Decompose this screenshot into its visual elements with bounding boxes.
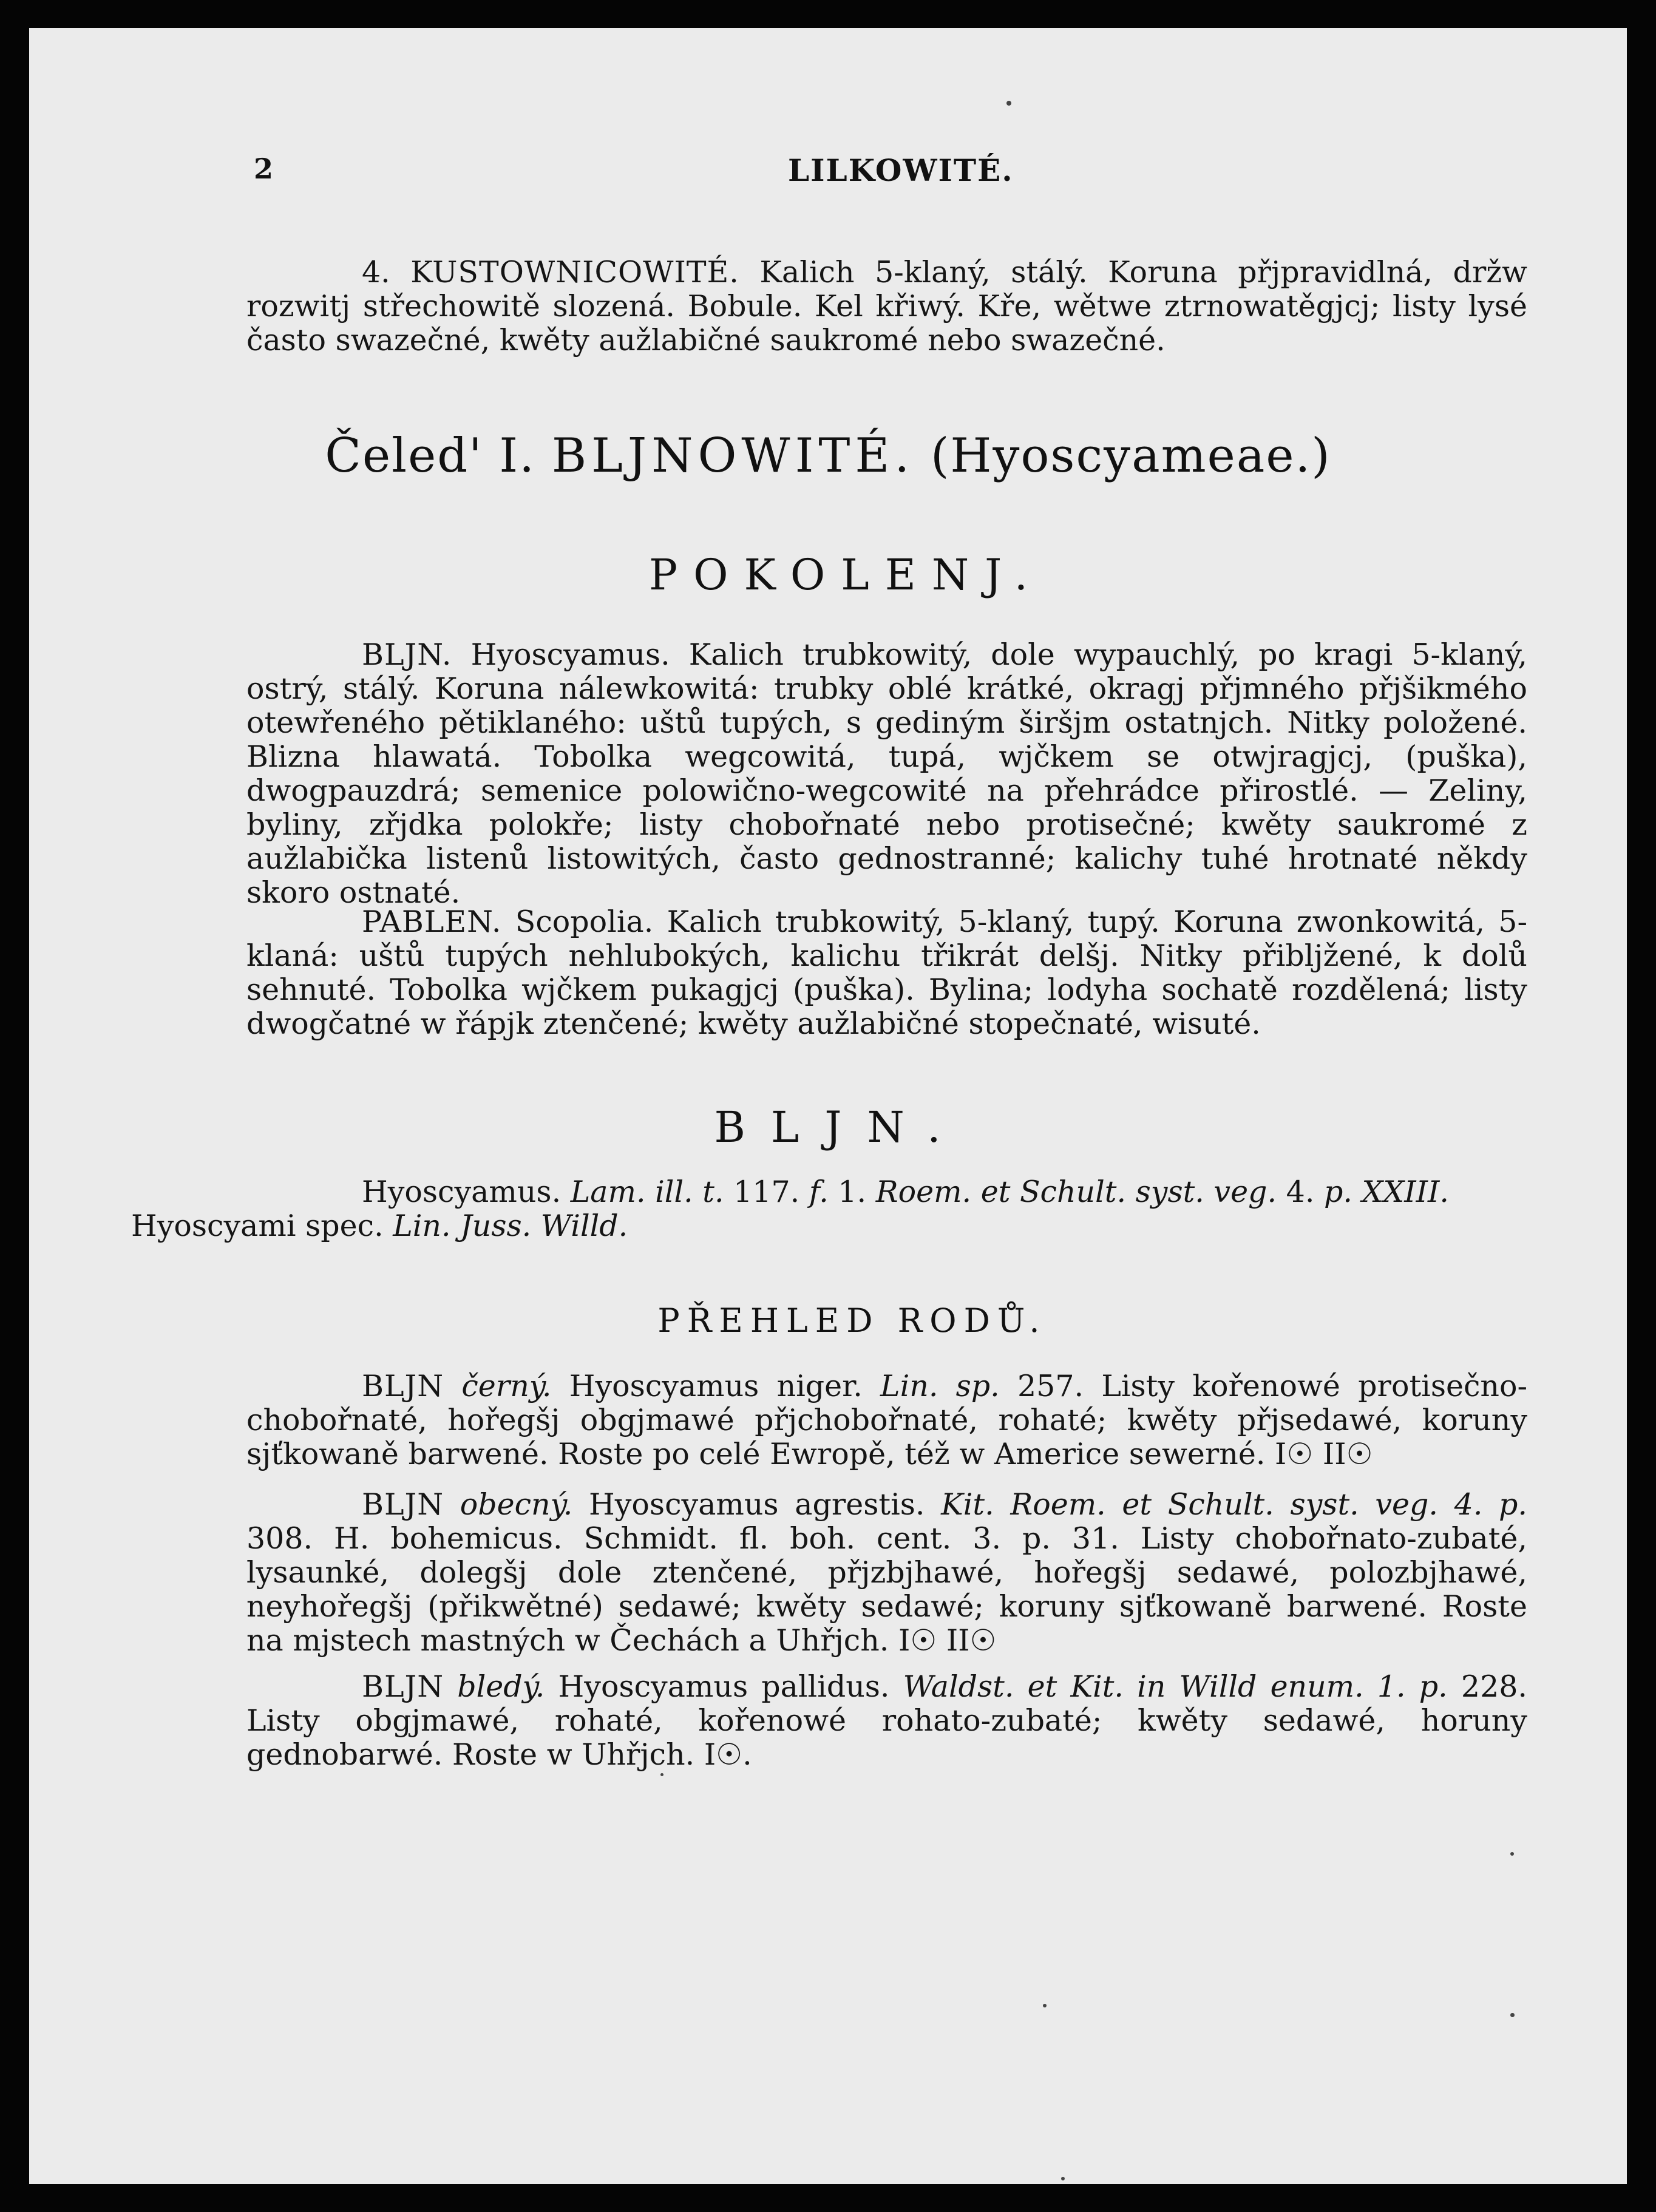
species-epithet: bledý. [457, 1669, 545, 1704]
paragraph-text: Hyoscyamus. Kalich trubkowitý, dole wypauchlý, po kragi 5-klaný, ostrý, stálý. Koruna nálewkowitá: trubky oblé krátké, okragj přjmného přjšikmého otewřeného pětiklaného: uštů tupých, s gediným širšjm ostatnjch. Nitky položené. Blizna hlawatá. Tobolka wegcowitá, tupá, wjčkem se otwjragjcj, (puška), dwogpauzdrá; semenice polowično-wegcowité na přehrádce přirostlé. — Zeliny, byliny, zřjdka polokře; listy chobořnaté nebo protisečné; kwěty saukromé z aužlabička listenů listowitých, často gednostranné; kalichy tuhé hrotnaté někdy skoro ostnaté. [246, 637, 1527, 910]
genus-name: BLJN. [362, 637, 452, 672]
ref-lam: Lam. ill. t. [570, 1175, 724, 1209]
family-name: KUSTOWNICOWITÉ. [410, 255, 739, 290]
ref-species: Hyoscyami spec. [131, 1209, 384, 1243]
family-heading [29, 429, 1627, 483]
ref-num: 4. [1286, 1175, 1315, 1209]
species-text: 257. Listy kořenowé protisečno-chobořnaté, hořegšj obgjmawé přjchobořnaté, rohaté; kwěty přjsedawé, koruny sjťkowaně barwené. Roste po celé Ewropě, též w Americe sewerné. I☉ II☉ [246, 1369, 1528, 1471]
scan-speck [1006, 101, 1011, 106]
family-prefix: Čeled' I. [325, 429, 536, 483]
species-entry [246, 1488, 1527, 1658]
family-latin: (Hyoscyameae.) [930, 429, 1331, 483]
species-epithet: černý. [461, 1369, 552, 1403]
paragraph-bljn-genus [246, 638, 1527, 910]
species-latin: Hyoscyamus pallidus. [558, 1669, 890, 1704]
species-genus: BLJN [362, 1669, 444, 1704]
species-citation: Kit. Roem. et Schult. syst. veg. 4. p. [941, 1487, 1527, 1522]
ref-page: XXIII. [1362, 1175, 1449, 1209]
paragraph-kustownicowite [246, 256, 1527, 358]
species-genus: BLJN [362, 1369, 444, 1403]
ref-p: p. [1323, 1175, 1352, 1209]
family-title: BLJNOWITÉ. [551, 429, 915, 483]
species-genus: BLJN [362, 1487, 444, 1522]
ref-authors: Lin. Juss. Willd. [393, 1209, 628, 1243]
scan-speck [1061, 2177, 1065, 2180]
species-entry [246, 1369, 1527, 1471]
page-number: 2 [254, 152, 274, 185]
genus-name: PABLEN. [362, 904, 502, 939]
scan-speck [1510, 2013, 1515, 2017]
scan-speck [1510, 1852, 1514, 1856]
ref-num: 1. [838, 1175, 867, 1209]
species-text: 308. H. bohemicus. Schmidt. fl. boh. cent. 3. p. 31. Listy chobořnato-zubaté, lysaunké, dolegšj dole ztenčené, přjzbjhawé, hořegšj sedawé, polozbjhawé, neyhořegšj (přikwětné) sedawé; kwěty sedawé; koruny sjťkowaně barwené. Roste na mjstech mastných w Čechách a Uhřjch. I☉ II☉ [246, 1521, 1527, 1658]
species-latin: Hyoscyamus agrestis. [589, 1487, 925, 1522]
paragraph-pablen [246, 905, 1527, 1041]
species-latin: Hyoscyamus niger. [569, 1369, 863, 1403]
species-entry [246, 1670, 1527, 1772]
running-title: LILKOWITÉ. [788, 152, 1014, 188]
species-citation: Lin. sp. [880, 1369, 1000, 1403]
document-page [29, 28, 1627, 2184]
species-citation: Waldst. et Kit. in Willd enum. 1. p. [903, 1669, 1448, 1704]
scan-speck [1043, 2004, 1047, 2007]
ref-roem: Roem. et Schult. syst. veg. [875, 1175, 1277, 1209]
ref-genus: Hyoscyamus. [362, 1175, 562, 1209]
ref-f: f. [809, 1175, 829, 1209]
species-text: 228. Listy obgjmawé, rohaté, kořenowé rohato-zubaté; kwěty sedawé, horuny gednobarwé. Roste w Uhřjch. I☉. [246, 1669, 1527, 1772]
paragraph-number: 4. [362, 255, 390, 290]
section-heading-prehled: PŘEHLED RODŮ. [657, 1301, 1047, 1340]
paragraph-text: Scopolia. Kalich trubkowitý, 5-klaný, tupý. Koruna zwonkowitá, 5-klaná: uštů tupých nehlubokých, kalichu třikrát delšj. Nitky přibljžené, k dolů sehnuté. Tobolka wjčkem pukagjcj (puška). Bylina; lodyha sochatě rozdělená; listy dwogčatné w řápjk ztenčené; kwěty aužlabičné stopečnaté, wisuté. [246, 904, 1527, 1041]
section-heading-pokolenj: POKOLENJ. [648, 550, 1043, 600]
paragraph-text: Kalich 5-klaný, stálý. Koruna přjpravidlná, držw rozwitj střechowitě slozená. Bobule. Kel křiwý. Kře, wětwe ztrnowatěgjcj; listy lysé často swazečné, kwěty aužlabičné saukromé nebo swazečné. [246, 255, 1528, 358]
scan-speck [660, 1773, 663, 1776]
references [131, 1175, 1527, 1243]
ref-num: 117. [733, 1175, 800, 1209]
genus-heading: BLJN. [714, 1102, 966, 1152]
species-epithet: obecný. [460, 1487, 573, 1522]
